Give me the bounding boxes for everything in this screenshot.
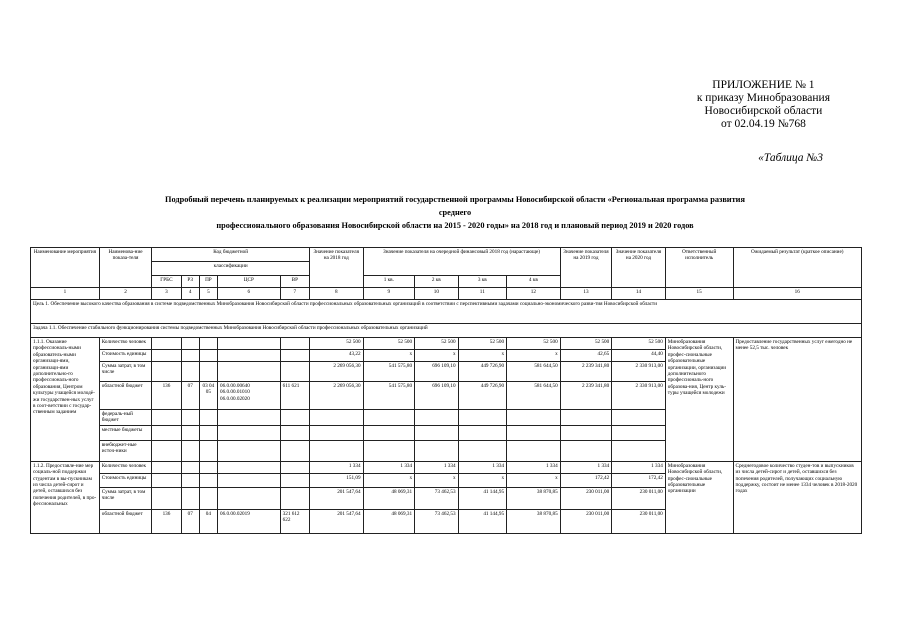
header-indicator-name: Наименова-ние показа-теля — [99, 248, 152, 288]
col-number: 10 — [415, 288, 458, 300]
q4-cell: 581 644,50 — [507, 362, 561, 382]
goal-row: Цель 1. Обеспечение высокого качества образования в системе подведомственных Минобразования Новосибирской области профессиональных образовательных организаций в соответствии с перспективными задачами социально-экономического разви-тия Новосибирской области — [31, 300, 862, 324]
q4-cell: 52 500 — [507, 338, 561, 350]
table-row — [31, 338, 862, 350]
q3-cell: 449 726,90 — [458, 362, 507, 382]
rz-cell — [181, 473, 199, 487]
header-value-2018: Значение показателя на 2018 год — [309, 248, 363, 288]
title-line-1: Подробный перечень планируемых к реализации мероприятий государственной программы Новосибирской области «Региональная программа развития — [165, 195, 745, 204]
vr-cell — [280, 473, 309, 487]
csr-cell — [217, 362, 280, 382]
annex-line-4: от 02.04.19 №768 — [720, 118, 806, 130]
pr-cell — [199, 487, 217, 509]
q1-cell: х — [363, 350, 415, 362]
value-2019-cell: 42,65 — [560, 350, 612, 362]
col-number: 12 — [507, 288, 561, 300]
rz-cell — [181, 338, 199, 350]
header-value-2019: Значение показателя на 2019 год — [560, 248, 612, 288]
header-pr: ПР — [199, 276, 217, 288]
value-2020-cell: 2 330 913,00 — [612, 362, 666, 382]
col-number: 4 — [181, 288, 199, 300]
q1-cell: 1 334 — [363, 461, 415, 473]
indicator-cell: Сумма затрат, в том числе — [99, 362, 152, 382]
expected-result-cell: Среднегодовое количество студен-тов и выпускников из числа детей-сирот и детей, оставшихся без попечения родителей, получающих социальную поддержку, состоит не менее 1334 человек в 2018-2020 годах — [733, 461, 862, 533]
rz-cell — [181, 487, 199, 509]
grbs-cell — [152, 350, 181, 362]
value-2018-cell: 151,09 — [309, 473, 363, 487]
vr-cell — [280, 338, 309, 350]
indicator-cell: Сумма затрат, в том числе — [99, 487, 152, 509]
indicator-cell: областной бюджет — [99, 382, 152, 410]
events-table — [30, 247, 862, 534]
value-2018-cell: 201 547,64 — [309, 509, 363, 533]
annex-line-1: ПРИЛОЖЕНИЕ № 1 — [712, 79, 815, 91]
q2-cell: 73 462,53 — [415, 487, 458, 509]
indicator-cell: Стоимость единицы — [99, 350, 152, 362]
grbs-cell — [152, 362, 181, 382]
q4-cell: 581 644,50 — [507, 382, 561, 410]
col-number: 9 — [363, 288, 415, 300]
col-number: 3 — [152, 288, 181, 300]
indicator-cell: областной бюджет — [99, 509, 152, 533]
header-event-name: Наименование мероприятия — [31, 248, 100, 288]
grbs-cell — [152, 338, 181, 350]
q2-cell: 73 462,53 — [415, 509, 458, 533]
rz-cell — [181, 461, 199, 473]
col-number: 14 — [612, 288, 666, 300]
annex-header — [697, 79, 830, 131]
header-grbs: ГРБС — [152, 276, 181, 288]
task-row: Задача 1.1. Обеспечение стабильного функционирования системы подведомственных Минобразования Новосибирской области профессиональных образовательных организаций — [31, 324, 862, 338]
grbs-cell — [152, 487, 181, 509]
col-number: 2 — [99, 288, 152, 300]
value-2020-cell: 44,40 — [612, 350, 666, 362]
vr-cell: 611 621 — [280, 382, 309, 410]
header-value-2020: Значение показателя на 2020 год — [612, 248, 666, 288]
annex-line-3: Новосибирской области — [704, 105, 823, 117]
value-2018-cell: 2 269 056,30 — [309, 382, 363, 410]
q3-cell: х — [458, 350, 507, 362]
header-budget-code: Код бюджетной — [152, 248, 310, 262]
indicator-cell: Количество человек — [99, 461, 152, 473]
q2-cell: 1 334 — [415, 461, 458, 473]
value-2019-cell: 2 239 341,80 — [560, 382, 612, 410]
value-2020-cell: 230 011,00 — [612, 487, 666, 509]
vr-cell — [280, 362, 309, 382]
vr-cell — [280, 350, 309, 362]
table-label: «Таблица №3 — [758, 152, 823, 164]
annex-line-2: к приказу Минобразования — [696, 92, 830, 104]
header-csr: ЦСР — [217, 276, 280, 288]
q1-cell: 541 575,80 — [363, 382, 415, 410]
value-2019-cell: 52 500 — [560, 338, 612, 350]
col-number: 11 — [458, 288, 507, 300]
indicator-cell: федераль-ный бюджет — [99, 410, 152, 426]
value-2020-cell: 230 011,00 — [612, 509, 666, 533]
value-2020-cell: 2 330 913,00 — [612, 382, 666, 410]
col-number: 8 — [309, 288, 363, 300]
pr-cell: 04 — [199, 509, 217, 533]
csr-cell: 06.0.00.00640 06.0.00.01010 06.0.00.02020 — [217, 382, 280, 410]
csr-cell: 06.0.00.02019 — [217, 509, 280, 533]
q1-cell: 541 575,80 — [363, 362, 415, 382]
indicator-cell: Стоимость единицы — [99, 473, 152, 487]
header-q1: 1 кв. — [363, 276, 415, 288]
header-q2: 2 кв — [415, 276, 458, 288]
pr-cell — [199, 461, 217, 473]
csr-cell — [217, 338, 280, 350]
q3-cell: 449 726,90 — [458, 382, 507, 410]
q4-cell: 38 870,85 — [507, 487, 561, 509]
header-responsible: Ответственный исполнитель — [665, 248, 733, 288]
pr-cell — [199, 350, 217, 362]
header-quarterly: Значение показателя на очередной финансовый 2018 год (нарастающе) — [363, 248, 560, 276]
responsible-cell: Минобразования Новосибирской области, профес-сиональные образовательные организации, организации дополнительного профессиональ-ного образова-ния, Центр куль-туры учащейся молодежи — [665, 338, 733, 462]
indicator-cell: местные бюджеты — [99, 425, 152, 440]
q3-cell: 41 144,95 — [458, 487, 507, 509]
value-2020-cell: 172,42 — [612, 473, 666, 487]
header-expected: Ожидаемый результат (краткое описание) — [733, 248, 862, 288]
pr-cell: 03 04 05 — [199, 382, 217, 410]
q2-cell: х — [415, 350, 458, 362]
col-number: 1 — [31, 288, 100, 300]
q4-cell: х — [507, 473, 561, 487]
col-number: 5 — [199, 288, 217, 300]
vr-cell — [280, 487, 309, 509]
col-number: 7 — [280, 288, 309, 300]
pr-cell — [199, 362, 217, 382]
grbs-cell — [152, 461, 181, 473]
q1-cell: 48 069,31 — [363, 487, 415, 509]
value-2018-cell: 52 500 — [309, 338, 363, 350]
q4-cell: 38 870,85 — [507, 509, 561, 533]
q1-cell: 52 500 — [363, 338, 415, 350]
indicator-cell: внебюджет-ные источ-ники — [99, 440, 152, 461]
value-2019-cell: 1 334 — [560, 461, 612, 473]
value-2018-cell: 1 334 — [309, 461, 363, 473]
q3-cell: 41 144,95 — [458, 509, 507, 533]
responsible-cell: Минобразования Новосибирской области, профес-сиональные образовательные организации — [665, 461, 733, 533]
title-line-3: профессионального образования Новосибирской области на 2015 - 2020 годы» на 2018 год и плановый период 2019 и 2020 годов — [216, 221, 694, 230]
rz-cell: 07 — [181, 509, 199, 533]
pr-cell — [199, 338, 217, 350]
rz-cell: 07 — [181, 382, 199, 410]
grbs-cell: 136 — [152, 509, 181, 533]
q4-cell: х — [507, 350, 561, 362]
q3-cell: х — [458, 473, 507, 487]
grbs-cell: 136 — [152, 382, 181, 410]
title-line-2: среднего — [438, 208, 472, 217]
q2-cell: х — [415, 473, 458, 487]
pr-cell — [199, 473, 217, 487]
col-number: 15 — [665, 288, 733, 300]
table-row — [31, 461, 862, 473]
csr-cell — [217, 473, 280, 487]
value-2020-cell: 52 500 — [612, 338, 666, 350]
grbs-cell — [152, 473, 181, 487]
rz-cell — [181, 362, 199, 382]
q3-cell: 52 500 — [458, 338, 507, 350]
q1-cell: 48 069,31 — [363, 509, 415, 533]
document-title — [50, 193, 860, 232]
header-vr: ВР — [280, 276, 309, 288]
header-classification: классификации — [152, 262, 310, 276]
value-2019-cell: 230 011,00 — [560, 509, 612, 533]
header-rz: РЗ — [181, 276, 199, 288]
vr-cell: 321 612 622 — [280, 509, 309, 533]
header-q4: 4 кв — [507, 276, 561, 288]
col-number: 16 — [733, 288, 862, 300]
indicator-cell: Количество человек — [99, 338, 152, 350]
value-2020-cell: 1 334 — [612, 461, 666, 473]
q4-cell: 1 334 — [507, 461, 561, 473]
csr-cell — [217, 461, 280, 473]
vr-cell — [280, 461, 309, 473]
event-name-cell: 1.1.2. Предоставле-ние мер социаль-ной поддержки студентам в вы-пускникам из числа детей-сирот и детей, оставшихся без попечения родителей, в про-фессиональных — [31, 461, 100, 533]
q2-cell: 52 500 — [415, 338, 458, 350]
col-number: 6 — [217, 288, 280, 300]
value-2019-cell: 230 011,00 — [560, 487, 612, 509]
csr-cell — [217, 487, 280, 509]
q3-cell: 1 334 — [458, 461, 507, 473]
q2-cell: 696 109,10 — [415, 382, 458, 410]
col-number: 13 — [560, 288, 612, 300]
q2-cell: 696 109,10 — [415, 362, 458, 382]
value-2018-cell: 2 269 056,30 — [309, 362, 363, 382]
q1-cell: х — [363, 473, 415, 487]
value-2019-cell: 2 239 341,80 — [560, 362, 612, 382]
value-2018-cell: 201 547,64 — [309, 487, 363, 509]
expected-result-cell: Предоставление государственных услуг ежегодно не менее 52,5 тыс. человек — [733, 338, 862, 462]
value-2018-cell: 43,22 — [309, 350, 363, 362]
rz-cell — [181, 350, 199, 362]
header-q3: 3 кв — [458, 276, 507, 288]
value-2019-cell: 172,42 — [560, 473, 612, 487]
event-name-cell: 1.1.1. Оказание профессиональ-ными образователь-ными организаци-ями, организаци-ями дополнительно-го профессиональ-ного образования, Центром культуры учащейся молодё-жи государствен-ных услуг в соот-ветствии с государ-ственным заданием — [31, 338, 100, 462]
csr-cell — [217, 350, 280, 362]
